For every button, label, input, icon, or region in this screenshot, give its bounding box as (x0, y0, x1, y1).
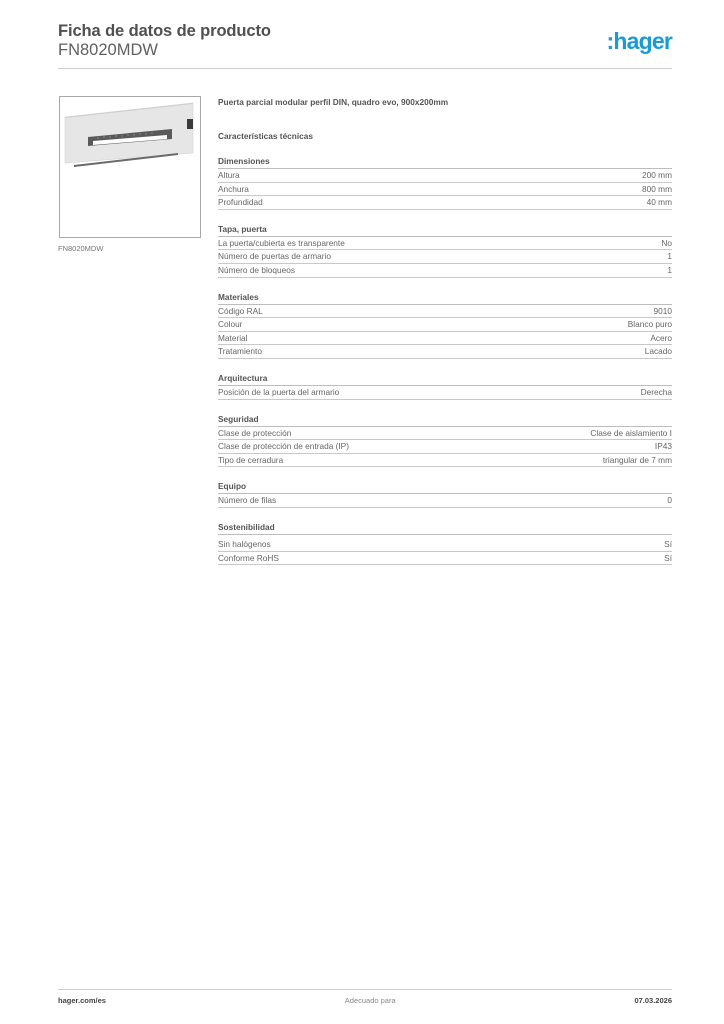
spec-label: Número de filas (218, 495, 277, 506)
spec-row (218, 250, 672, 264)
spec-row (218, 494, 672, 508)
section-materiales (218, 291, 672, 359)
product-image (59, 96, 201, 238)
hager-logo (607, 28, 673, 54)
section-title: Dimensiones (218, 155, 672, 169)
section-dimensiones (218, 155, 672, 210)
spec-label: La puerta/cubierta es transparente (218, 237, 345, 248)
spec-value: 200 mm (642, 170, 672, 180)
logo-text: :hager (606, 28, 672, 54)
section-sostenibilidad (218, 521, 672, 565)
spec-value: IP43 (654, 441, 672, 452)
spec-value: 1 (667, 251, 672, 262)
footer-date: 07.03.2026 (634, 996, 672, 1005)
product-code: FN8020MDW (58, 41, 158, 59)
spec-label: Colour (218, 319, 243, 330)
spec-row (218, 318, 672, 332)
section-title: Seguridad (218, 413, 672, 427)
section-title: Tapa, puerta (218, 223, 672, 237)
spec-row (218, 427, 672, 441)
section-arquitectura (218, 372, 672, 400)
spec-label: Número de puertas de armario (218, 251, 331, 262)
spec-label: Material (218, 332, 248, 343)
footer-website-link[interactable]: hager.com/es (58, 996, 106, 1005)
spec-row (218, 305, 672, 319)
spec-value: Blanco puro (627, 319, 672, 330)
spec-label: Altura (218, 170, 240, 180)
spec-value: Clase de aislamiento I (590, 427, 672, 438)
product-details (218, 96, 672, 565)
document-title: Ficha de datos de producto (58, 22, 271, 40)
spec-label: Clase de protección (218, 427, 292, 438)
page-header (58, 21, 672, 69)
section-seguridad (218, 413, 672, 468)
spec-label: Número de bloqueos (218, 264, 296, 275)
spec-label: Tratamiento (218, 346, 262, 357)
door-panel-illustration (60, 97, 200, 237)
image-caption: FN8020MDW (58, 244, 104, 253)
spec-value: Sí (664, 552, 672, 563)
spec-value: 9010 (653, 305, 672, 316)
section-title: Materiales (218, 291, 672, 305)
spec-row (218, 264, 672, 278)
spec-label: Código RAL (218, 305, 263, 316)
page-footer (58, 989, 672, 1005)
technical-characteristics-heading: Características técnicas (218, 131, 314, 141)
spec-row (218, 237, 672, 251)
spec-row (218, 386, 672, 400)
spec-value: Sí (664, 538, 672, 549)
spec-value: Lacado (644, 346, 672, 357)
spec-value: 0 (667, 495, 672, 506)
spec-label: Posición de la puerta del armario (218, 386, 340, 397)
spec-label: Sin halógenos (218, 538, 271, 549)
spec-value: Acero (650, 332, 672, 343)
spec-row (218, 552, 672, 566)
section-title: Sostenibilidad (218, 521, 672, 535)
section-tapa-puerta (218, 223, 672, 278)
spec-row (218, 183, 672, 197)
footer-suitable-for: Adecuado para (344, 996, 396, 1005)
section-equipo (218, 480, 672, 508)
spec-row (218, 169, 672, 183)
spec-label: Tipo de cerradura (218, 454, 284, 465)
spec-row (218, 196, 672, 210)
spec-row (218, 345, 672, 359)
spec-row (218, 332, 672, 346)
spec-label: Conforme RoHS (218, 552, 279, 563)
spec-value: 800 mm (642, 183, 672, 194)
spec-value: Derecha (640, 386, 672, 397)
spec-value: 40 mm (646, 197, 672, 208)
spec-value: 1 (667, 264, 672, 275)
section-title: Equipo (218, 480, 672, 494)
spec-label: Anchura (218, 183, 249, 194)
product-description: Puerta parcial modular perfil DIN, quadro evo, 900x200mm (218, 97, 449, 107)
spec-value: triangular de 7 mm (602, 454, 672, 465)
spec-value: No (661, 237, 672, 248)
spec-row (218, 454, 672, 468)
spec-label: Clase de protección de entrada (IP) (218, 441, 349, 452)
spec-label: Profundidad (218, 197, 263, 208)
spec-row (218, 538, 672, 552)
section-title: Arquitectura (218, 372, 672, 386)
spec-row (218, 440, 672, 454)
